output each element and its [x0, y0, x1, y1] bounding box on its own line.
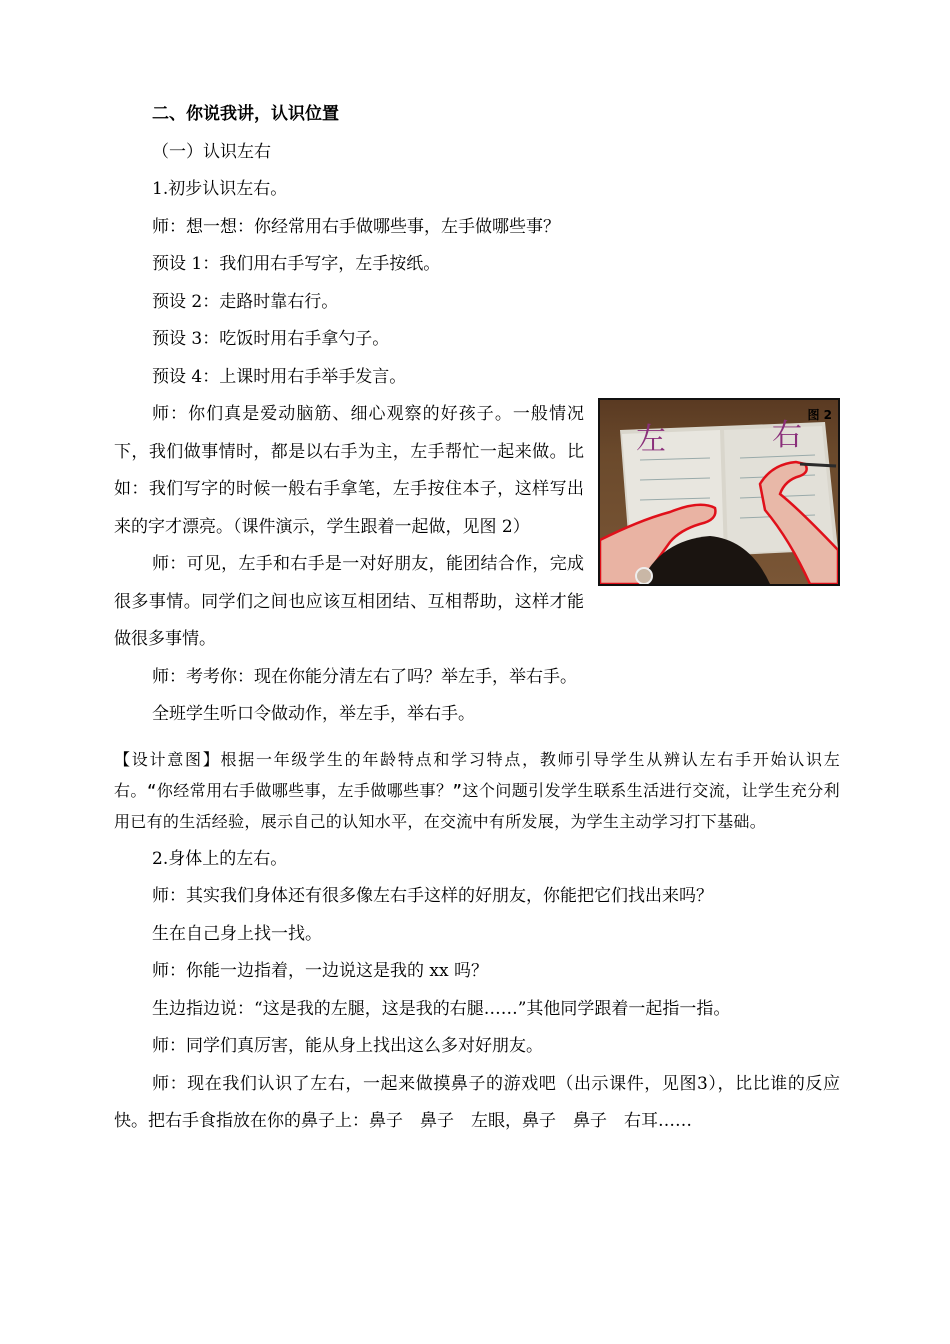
design-intent: 【设计意图】根据一年级学生的年龄特点和学习特点，教师引导学生从辨认左右手开始认识左右。“你经常用右手做哪些事，左手做哪些事？”这个问题引发学生联系生活进行交流，让学生充分利用已有的生活经验，展示自己的认知水平，在交流中有所发展，为学生主动学习打下基础。 — [114, 749, 840, 831]
preset-4: 预设 4：上课时用右手举手发言。 — [152, 366, 407, 387]
student-response-3: 生在自己身上找一找。 — [152, 923, 322, 944]
item-heading-1: 1.初步认识左右。 — [152, 179, 288, 199]
figure-left-label: 左 — [636, 422, 666, 457]
figure-2-image — [598, 398, 840, 586]
figure-right-label: 右 — [772, 418, 802, 453]
subsection-title: （一）认识左右 — [152, 141, 271, 162]
document-content — [114, 96, 840, 1141]
preset-3: 预设 3：吃饭时用右手拿勺子。 — [152, 329, 390, 349]
teacher-question-4: 师：你能一边指着，一边说这是我的 xx 吗？ — [152, 961, 488, 981]
teacher-remark-5: 师：同学们真厉害，能从身上找出这么多对好朋友。 — [152, 1036, 543, 1056]
teacher-question-3: 师：其实我们身体还有很多像左右手这样的好朋友，你能把它们找出来吗？ — [152, 886, 713, 906]
section-title: 二、你说我讲，认识位置 — [152, 104, 339, 124]
paragraph-with-figure: 师：你们真是爱动脑筋、细心观察的好孩子。一般情况下，我们做事情时，都是以右手为主，左手帮忙一起来做。比如：我们写字的时候一般右手拿笔，左手按住本子，这样写出来的字才漂亮。（课件演示，学生跟着一起做，见图 2） — [114, 404, 584, 537]
teacher-question-2: 师：考考你：现在你能分清左右了吗？举左手，举右手。 — [152, 666, 577, 687]
preset-2: 预设 2：走路时靠右行。 — [152, 291, 339, 312]
preset-1: 预设 1：我们用右手写字，左手按纸。 — [152, 254, 441, 274]
figure-caption: 图 2 — [807, 408, 832, 422]
paragraph-game: 师：现在我们认识了左右，一起来做摸鼻子的游戏吧（出示课件，见图3），比比谁的反应快。把右手食指放在你的鼻子上：鼻子 鼻子 左眼，鼻子 鼻子 右耳…… — [114, 1073, 840, 1131]
teacher-question-1: 师：想一想：你经常用右手做哪些事，左手做哪些事？ — [152, 216, 560, 237]
student-response-2: 全班学生听口令做动作，举左手，举右手。 — [152, 704, 475, 724]
paragraph-friends: 师：可见，左手和右手是一对好朋友，能团结合作，完成很多事情。同学们之间也应该互相团结、互相帮助，这样才能做很多事情。 — [114, 554, 584, 649]
student-response-4: 生边指边说：“这是我的左腿，这是我的右腿……”其他同学跟着一起指一指。 — [152, 998, 731, 1019]
item-heading-2: 2.身体上的左右。 — [152, 848, 288, 869]
